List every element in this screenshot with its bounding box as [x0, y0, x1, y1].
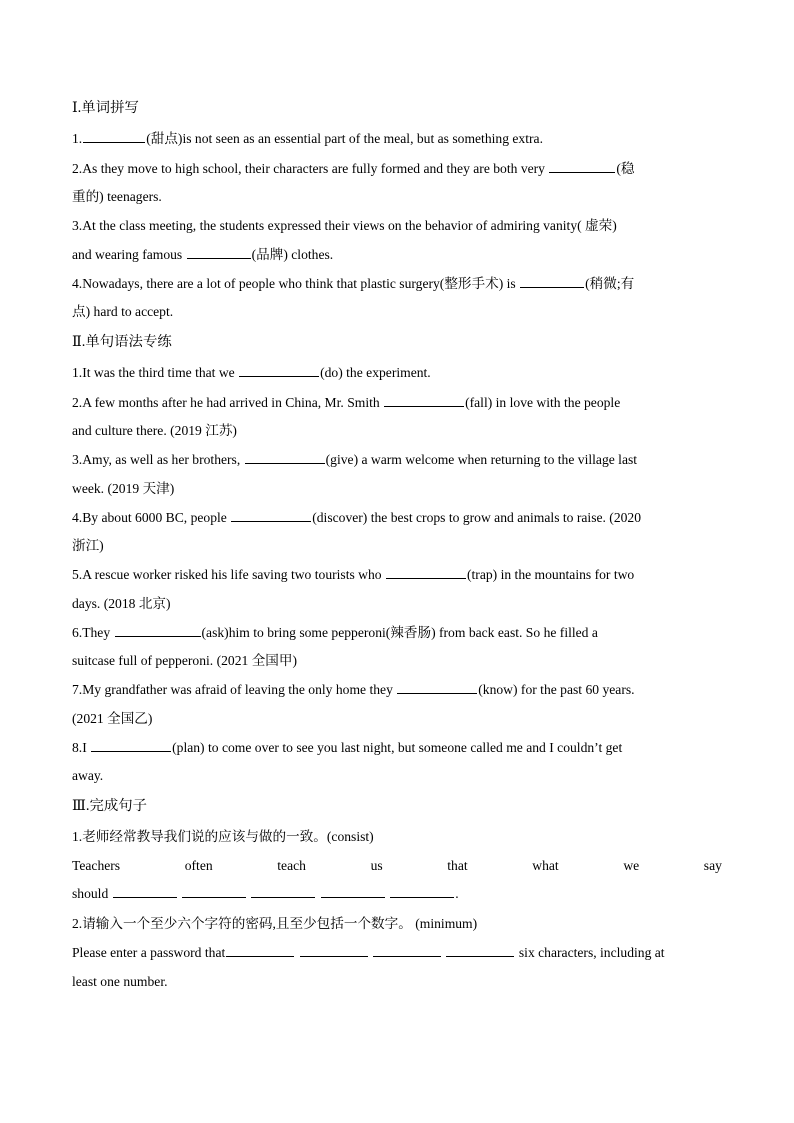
s2-q4-text: 4.By about 6000 BC, people	[72, 509, 231, 525]
section-2-title: Ⅱ.单句语法专练	[72, 334, 172, 350]
s2-q3-text: 3.Amy, as well as her brothers,	[72, 452, 244, 467]
answer-blank[interactable]	[386, 565, 466, 579]
s1-q1-hint: (甜点)	[146, 131, 183, 146]
s2-question-6	[72, 618, 722, 648]
s3-q1-english-line	[72, 852, 722, 880]
s3-q2-text-end: six characters, including at	[515, 945, 665, 960]
s1-q2-text: 2.As they move to high school, their characters are fully formed and they are both very	[72, 160, 549, 176]
answer-blank[interactable]	[83, 129, 145, 143]
s1-question-3: 3.At the class meeting, the students expressed their views on the behavior of admiring vanity( 虚荣)	[72, 218, 617, 233]
s2-question-2	[72, 388, 722, 418]
s2-q8-hint: (plan) to come over to see you last night, but someone called me and I couldn’t get	[172, 739, 623, 755]
s1-q3-hint: (品牌) clothes.	[251, 246, 334, 262]
s2-q6-hint: (ask)him to bring some pepperoni(辣香肠) from back east. So he filled a	[201, 624, 598, 640]
section-1-title: Ⅰ.单词拼写	[72, 100, 139, 116]
s2-question-7	[72, 675, 722, 705]
answer-blank[interactable]	[187, 245, 251, 259]
s2-q5-hint: (trap) in the mountains for two	[466, 567, 635, 582]
s1-q4-text: 4.Nowadays, there are a lot of people who think that plastic surgery(整形手术) is	[72, 275, 520, 291]
answer-blank[interactable]	[373, 943, 441, 957]
s2-q3-continuation: week. (2019 天津)	[72, 480, 175, 496]
answer-blank[interactable]	[245, 450, 325, 464]
answer-blank[interactable]	[321, 884, 385, 898]
s3-q1-word: what	[532, 857, 559, 873]
s1-q1-text: is not seen as an essential part of the meal, but as something extra.	[182, 131, 543, 146]
s1-q3-continuation	[72, 241, 722, 269]
s1-question-2	[72, 154, 722, 184]
s2-question-4	[72, 503, 722, 533]
answer-blank[interactable]	[397, 680, 477, 694]
s1-q1-number: 1.	[72, 131, 83, 146]
s2-q4-hint: (discover) the best crops to grow and animals to raise. (2020	[312, 509, 642, 525]
answer-blank[interactable]	[113, 884, 177, 898]
answer-blank[interactable]	[446, 943, 514, 957]
s2-question-8	[72, 733, 722, 763]
s3-q1-word: say	[703, 857, 722, 873]
s3-q2-continuation: least one number.	[72, 973, 168, 989]
s3-q2-chinese: 2.请输入一个至少六个字符的密码,且至少包括一个数字。 (minimum)	[72, 915, 478, 931]
s3-q1-word: Teachers	[72, 857, 121, 873]
s3-q1-word: us	[370, 857, 383, 873]
s2-q2-continuation: and culture there. (2019 江苏)	[72, 423, 237, 438]
s3-q1-answer-line	[72, 880, 722, 908]
answer-blank[interactable]	[115, 623, 201, 637]
s2-q6-continuation: suitcase full of pepperoni. (2021 全国甲)	[72, 653, 298, 668]
section-3-title: Ⅲ.完成句子	[72, 798, 148, 814]
answer-blank[interactable]	[300, 943, 368, 957]
s3-q1-word: teach	[277, 857, 306, 873]
s2-q3-hint: (give) a warm welcome when returning to the village last	[325, 452, 638, 467]
s3-q1-word: often	[184, 857, 213, 873]
s1-q3-text: and wearing famous	[72, 246, 186, 262]
answer-blank[interactable]	[91, 738, 171, 752]
s2-q5-text: 5.A rescue worker risked his life saving two tourists who	[72, 567, 385, 582]
s1-q2-continuation: 重的) teenagers.	[72, 189, 162, 204]
s1-question-1	[72, 124, 722, 154]
s2-q1-hint: (do) the experiment.	[320, 365, 431, 380]
s2-q8-continuation: away.	[72, 768, 104, 783]
s2-q2-hint: (fall) in love with the people	[465, 394, 621, 410]
answer-blank[interactable]	[226, 943, 294, 957]
s2-question-1	[72, 358, 722, 388]
s1-q4-hint: (稍微;有	[585, 275, 635, 291]
s3-q1-word: that	[447, 857, 468, 873]
s2-q7-hint: (know) for the past 60 years.	[478, 682, 635, 697]
s3-q1-chinese: 1.老师经常教导我们说的应该与做的一致。(consist)	[72, 829, 374, 844]
answer-blank[interactable]	[520, 274, 584, 288]
s2-q7-text: 7.My grandfather was afraid of leaving the only home they	[72, 682, 397, 697]
answer-blank[interactable]	[549, 159, 615, 173]
answer-blank[interactable]	[231, 508, 311, 522]
s2-q8-text: 8.I	[72, 739, 91, 755]
s1-q4-continuation: 点) hard to accept.	[72, 304, 174, 319]
answer-blank[interactable]	[251, 884, 315, 898]
s2-question-3	[72, 445, 722, 475]
worksheet	[72, 92, 722, 996]
s2-question-5	[72, 560, 722, 590]
s1-question-4	[72, 269, 722, 299]
s2-q5-continuation: days. (2018 北京)	[72, 595, 171, 611]
s2-q6-text: 6.They	[72, 624, 114, 640]
s3-q2-text: Please enter a password that	[72, 945, 226, 960]
answer-blank[interactable]	[239, 363, 319, 377]
s1-q2-hint: (稳	[616, 160, 635, 176]
s3-q1-text: should	[72, 885, 112, 901]
answer-blank[interactable]	[390, 884, 454, 898]
answer-blank[interactable]	[182, 884, 246, 898]
s2-q1-text: 1.It was the third time that we	[72, 365, 239, 380]
answer-blank[interactable]	[384, 393, 464, 407]
s2-q7-continuation: (2021 全国乙)	[72, 710, 153, 726]
s3-q1-period: .	[455, 885, 459, 901]
s2-q2-text: 2.A few months after he had arrived in China, Mr. Smith	[72, 394, 384, 410]
s2-q4-continuation: 浙江)	[72, 538, 104, 553]
s3-q1-word: we	[623, 857, 640, 873]
s3-q2-english-line	[72, 938, 722, 968]
